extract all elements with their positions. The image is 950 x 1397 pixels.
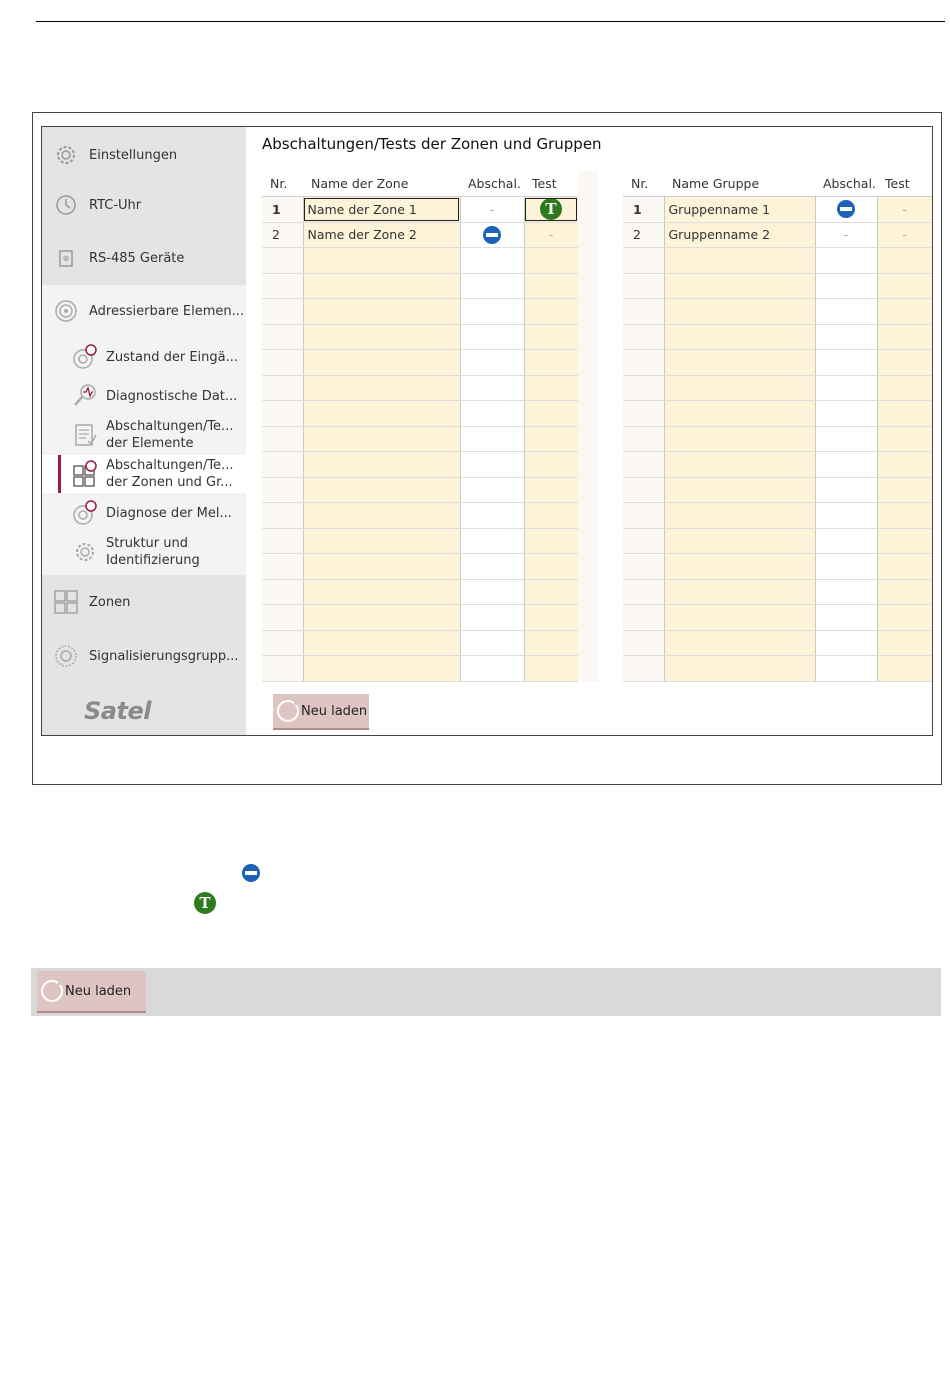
column-header-name[interactable]: Name der Zone — [303, 171, 460, 197]
empty-cell[interactable] — [623, 554, 664, 580]
empty-cell[interactable] — [460, 324, 524, 350]
empty-cell[interactable] — [303, 324, 460, 350]
empty-cell[interactable] — [815, 350, 877, 376]
cell-nr[interactable]: 1 — [262, 197, 303, 223]
table-row-empty[interactable] — [623, 375, 932, 401]
empty-cell[interactable] — [303, 554, 460, 580]
empty-cell[interactable] — [460, 630, 524, 656]
empty-cell[interactable] — [877, 656, 932, 682]
empty-cell[interactable] — [524, 273, 578, 299]
empty-cell[interactable] — [262, 401, 303, 427]
empty-cell[interactable] — [524, 452, 578, 478]
cell-bypass[interactable] — [815, 197, 877, 223]
table-row-empty[interactable] — [623, 477, 932, 503]
empty-cell[interactable] — [664, 350, 815, 376]
table-row-empty[interactable] — [262, 401, 578, 427]
empty-cell[interactable] — [815, 503, 877, 529]
empty-cell[interactable] — [877, 605, 932, 631]
reload-button[interactable] — [273, 694, 369, 730]
column-header-name[interactable]: Name Gruppe — [664, 171, 815, 197]
cell-bypass[interactable]: - — [815, 222, 877, 248]
empty-cell[interactable] — [524, 375, 578, 401]
page-title: Abschaltungen/Tests der Zonen und Gruppen — [262, 135, 602, 153]
empty-cell[interactable] — [877, 248, 932, 274]
empty-cell[interactable] — [664, 605, 815, 631]
empty-cell[interactable] — [664, 248, 815, 274]
bypass-icon — [242, 864, 260, 882]
table-row-empty[interactable] — [262, 452, 578, 478]
empty-cell[interactable] — [303, 579, 460, 605]
table-row-empty[interactable] — [262, 477, 578, 503]
cell-bypass[interactable] — [460, 222, 524, 248]
empty-cell[interactable] — [877, 426, 932, 452]
empty-cell[interactable] — [460, 426, 524, 452]
empty-cell[interactable] — [815, 324, 877, 350]
empty-cell[interactable] — [815, 554, 877, 580]
table-row-empty[interactable] — [623, 426, 932, 452]
reload-button-strip — [31, 968, 941, 1016]
empty-cell[interactable] — [877, 528, 932, 554]
test-icon: T — [194, 892, 216, 914]
empty-cell[interactable] — [623, 299, 664, 325]
empty-cell[interactable] — [877, 477, 932, 503]
table-header-row — [623, 171, 932, 197]
reload-icon — [41, 980, 63, 1002]
empty-cell[interactable] — [877, 350, 932, 376]
zones-grid-icon — [53, 589, 79, 615]
column-header-test[interactable]: Test — [524, 171, 578, 197]
addressable-elements-panel — [42, 285, 246, 575]
signaling-groups-icon — [53, 643, 79, 669]
gear-icon — [53, 142, 79, 168]
empty-cell[interactable] — [524, 605, 578, 631]
table-row-empty[interactable] — [262, 605, 578, 631]
sidebar-item-label: RS-485 Geräte — [89, 250, 185, 266]
sidebar-item-label: Adressierbare Elemen... — [89, 303, 245, 319]
empty-cell[interactable] — [815, 426, 877, 452]
empty-cell[interactable] — [815, 299, 877, 325]
empty-cell[interactable] — [262, 528, 303, 554]
bypass-icon — [837, 200, 855, 218]
cell-nr[interactable]: 2 — [623, 222, 664, 248]
empty-cell[interactable] — [262, 554, 303, 580]
cell-test[interactable] — [524, 197, 578, 223]
table-row-empty[interactable] — [262, 299, 578, 325]
sidebar-item-adressierbare-elemente[interactable] — [42, 291, 246, 331]
empty-cell[interactable] — [460, 452, 524, 478]
empty-cell[interactable] — [623, 656, 664, 682]
clock-icon — [53, 192, 79, 218]
empty-cell[interactable] — [460, 299, 524, 325]
cell-name[interactable]: Name der Zone 2 — [303, 222, 460, 248]
column-header-nr[interactable]: Nr. — [623, 171, 664, 197]
detector-diagnosis-icon — [71, 499, 99, 527]
cell-bypass[interactable]: - — [460, 197, 524, 223]
empty-cell[interactable] — [303, 528, 460, 554]
empty-cell[interactable] — [815, 248, 877, 274]
reload-button-label: Neu laden — [301, 703, 368, 719]
table-row-empty[interactable] — [262, 375, 578, 401]
empty-cell[interactable] — [303, 452, 460, 478]
empty-cell[interactable] — [303, 248, 460, 274]
empty-cell[interactable] — [460, 375, 524, 401]
empty-cell[interactable] — [460, 350, 524, 376]
sidebar — [42, 127, 246, 735]
empty-cell[interactable] — [877, 630, 932, 656]
page-top-rule — [36, 21, 945, 22]
sidebar-subitem-abschaltungen-zonen[interactable] — [42, 455, 246, 493]
table-row-empty[interactable] — [262, 656, 578, 682]
empty-cell[interactable] — [303, 350, 460, 376]
sidebar-subitem-label: Struktur und — [106, 536, 189, 551]
sidebar-item-label: Einstellungen — [89, 147, 178, 163]
empty-cell[interactable] — [877, 452, 932, 478]
empty-cell[interactable] — [877, 503, 932, 529]
zones-table — [262, 171, 579, 682]
table-row-empty[interactable] — [623, 324, 932, 350]
table-row-empty[interactable] — [623, 579, 932, 605]
empty-cell[interactable] — [524, 477, 578, 503]
table-header-row — [262, 171, 578, 197]
sidebar-subitem-label-line2: der Zonen und Gr... — [106, 475, 233, 490]
active-indicator — [58, 455, 61, 493]
empty-cell[interactable] — [524, 401, 578, 427]
sidebar-subitem-diagnose-melder[interactable] — [42, 496, 246, 530]
sidebar-subitem-diagnostische-daten[interactable] — [42, 378, 246, 414]
empty-cell[interactable] — [623, 503, 664, 529]
sidebar-subitem-label: Diagnostische Dat... — [106, 388, 238, 404]
empty-cell[interactable] — [664, 401, 815, 427]
cell-name[interactable]: Gruppenname 2 — [664, 222, 815, 248]
empty-cell[interactable] — [524, 248, 578, 274]
empty-cell[interactable] — [524, 630, 578, 656]
sidebar-item-einstellungen[interactable] — [42, 135, 246, 175]
cell-nr[interactable]: 2 — [262, 222, 303, 248]
empty-cell[interactable] — [664, 477, 815, 503]
empty-cell[interactable] — [524, 503, 578, 529]
empty-cell[interactable] — [262, 656, 303, 682]
empty-cell[interactable] — [815, 605, 877, 631]
empty-cell[interactable] — [262, 503, 303, 529]
table-row-empty[interactable] — [623, 630, 932, 656]
empty-cell[interactable] — [623, 426, 664, 452]
empty-cell[interactable] — [623, 350, 664, 376]
sidebar-item-label: RTC-Uhr — [89, 197, 142, 213]
empty-cell[interactable] — [524, 324, 578, 350]
sidebar-subitem-label: Zustand der Eingä... — [106, 349, 239, 365]
empty-cell[interactable] — [623, 324, 664, 350]
sidebar-subitem-struktur[interactable] — [42, 533, 246, 571]
empty-cell[interactable] — [815, 401, 877, 427]
empty-cell[interactable] — [303, 299, 460, 325]
empty-cell[interactable] — [877, 375, 932, 401]
empty-cell[interactable] — [460, 605, 524, 631]
empty-cell[interactable] — [460, 401, 524, 427]
sidebar-subitem-label: Diagnose der Mel... — [106, 505, 232, 521]
column-header-bypass[interactable]: Abschal. — [460, 171, 524, 197]
sidebar-subitem-zustand[interactable] — [42, 340, 246, 374]
empty-cell[interactable] — [664, 528, 815, 554]
empty-cell[interactable] — [877, 579, 932, 605]
table-row-empty[interactable] — [623, 656, 932, 682]
empty-cell[interactable] — [262, 605, 303, 631]
empty-cell[interactable] — [623, 528, 664, 554]
empty-cell[interactable] — [623, 630, 664, 656]
zones-groups-icon — [71, 460, 99, 488]
empty-cell[interactable] — [262, 299, 303, 325]
empty-cell[interactable] — [460, 656, 524, 682]
empty-cell[interactable] — [524, 528, 578, 554]
cell-test[interactable]: - — [877, 222, 932, 248]
empty-cell[interactable] — [303, 273, 460, 299]
empty-cell[interactable] — [460, 477, 524, 503]
empty-cell[interactable] — [623, 579, 664, 605]
empty-cell[interactable] — [664, 299, 815, 325]
sidebar-item-signalisierungsgruppen[interactable] — [42, 636, 246, 676]
cell-name[interactable]: Gruppenname 1 — [664, 197, 815, 223]
cell-name[interactable]: Name der Zone 1 — [303, 197, 460, 223]
empty-cell[interactable] — [460, 248, 524, 274]
empty-cell[interactable] — [623, 401, 664, 427]
empty-cell[interactable] — [262, 426, 303, 452]
sidebar-subitem-label-line2: der Elemente — [106, 436, 194, 451]
table-row-empty[interactable] — [623, 528, 932, 554]
empty-cell[interactable] — [664, 452, 815, 478]
table-row[interactable] — [262, 197, 578, 223]
column-header-test[interactable]: Test — [877, 171, 932, 197]
empty-cell[interactable] — [623, 477, 664, 503]
empty-cell[interactable] — [664, 273, 815, 299]
table-row-empty[interactable] — [623, 452, 932, 478]
empty-cell[interactable] — [815, 630, 877, 656]
table-row-empty[interactable] — [262, 248, 578, 274]
empty-cell[interactable] — [664, 426, 815, 452]
table-row-empty[interactable] — [623, 401, 932, 427]
diagnostic-data-icon — [71, 382, 99, 410]
empty-cell[interactable] — [815, 477, 877, 503]
sidebar-subitem-label-block — [106, 418, 233, 452]
reload-button-label: Neu laden — [65, 983, 132, 999]
sidebar-item-rs485[interactable] — [42, 238, 246, 278]
table-row-empty[interactable] — [623, 248, 932, 274]
table-row-empty[interactable] — [623, 299, 932, 325]
structure-gear-icon — [71, 538, 99, 566]
sidebar-subitem-label-block — [106, 457, 233, 491]
table-row-empty[interactable] — [262, 579, 578, 605]
empty-cell[interactable] — [303, 503, 460, 529]
column-header-nr[interactable]: Nr. — [262, 171, 303, 197]
empty-cell[interactable] — [815, 375, 877, 401]
sidebar-item-zonen[interactable] — [42, 582, 246, 622]
empty-cell[interactable] — [460, 528, 524, 554]
groups-table — [623, 171, 933, 682]
empty-cell[interactable] — [664, 630, 815, 656]
empty-cell[interactable] — [303, 401, 460, 427]
empty-cell[interactable] — [664, 656, 815, 682]
table-row-empty[interactable] — [623, 350, 932, 376]
empty-cell[interactable] — [664, 579, 815, 605]
table-row-empty[interactable] — [262, 528, 578, 554]
empty-cell[interactable] — [460, 554, 524, 580]
table-row-empty[interactable] — [262, 324, 578, 350]
table-gap — [578, 171, 598, 682]
table-row-empty[interactable] — [262, 503, 578, 529]
empty-cell[interactable] — [262, 375, 303, 401]
empty-cell[interactable] — [664, 375, 815, 401]
table-row-empty[interactable] — [262, 630, 578, 656]
empty-cell[interactable] — [623, 605, 664, 631]
empty-cell[interactable] — [262, 630, 303, 656]
bypass-icon — [483, 226, 501, 244]
empty-cell[interactable] — [460, 579, 524, 605]
sidebar-item-rtc-uhr[interactable] — [42, 185, 246, 225]
empty-cell[interactable] — [815, 273, 877, 299]
empty-cell[interactable] — [524, 656, 578, 682]
sidebar-subitem-label: Abschaltungen/Te... — [106, 458, 234, 473]
empty-cell[interactable] — [815, 579, 877, 605]
empty-cell[interactable] — [623, 273, 664, 299]
sidebar-item-label: Signalisierungsgrupp... — [89, 648, 239, 664]
input-state-icon — [71, 343, 99, 371]
satel-logo: Satel — [84, 697, 151, 725]
empty-cell[interactable] — [664, 554, 815, 580]
table-row-empty[interactable] — [262, 273, 578, 299]
cell-test[interactable]: - — [524, 222, 578, 248]
reload-icon — [277, 700, 299, 722]
empty-cell[interactable] — [524, 299, 578, 325]
sidebar-subitem-abschaltungen-elemente[interactable] — [42, 416, 246, 454]
empty-cell[interactable] — [623, 452, 664, 478]
column-header-bypass[interactable]: Abschal. — [815, 171, 877, 197]
empty-cell[interactable] — [664, 324, 815, 350]
empty-cell[interactable] — [877, 401, 932, 427]
empty-cell[interactable] — [262, 248, 303, 274]
empty-cell[interactable] — [524, 554, 578, 580]
sidebar-subitem-label: Abschaltungen/Te... — [106, 419, 234, 434]
empty-cell[interactable] — [262, 350, 303, 376]
empty-cell[interactable] — [815, 656, 877, 682]
empty-cell[interactable] — [524, 350, 578, 376]
table-row-empty[interactable] — [262, 426, 578, 452]
empty-cell[interactable] — [460, 503, 524, 529]
table-row-empty[interactable] — [623, 503, 932, 529]
table-row-empty[interactable] — [623, 554, 932, 580]
table-row-empty[interactable] — [623, 605, 932, 631]
element-checklist-icon — [71, 421, 99, 449]
table-row-empty[interactable] — [262, 554, 578, 580]
empty-cell[interactable] — [303, 477, 460, 503]
empty-cell[interactable] — [303, 375, 460, 401]
empty-cell[interactable] — [664, 503, 815, 529]
test-icon: T — [540, 198, 562, 220]
addressable-elements-icon — [53, 298, 79, 324]
reload-button[interactable] — [37, 971, 146, 1013]
empty-cell[interactable] — [303, 426, 460, 452]
empty-cell[interactable] — [262, 324, 303, 350]
cell-test[interactable]: - — [877, 197, 932, 223]
sidebar-item-label: Zonen — [89, 594, 131, 610]
table-row[interactable] — [623, 197, 932, 223]
table-row[interactable] — [623, 222, 932, 248]
sidebar-subitem-label-block — [106, 535, 200, 569]
empty-cell[interactable] — [877, 324, 932, 350]
empty-cell[interactable] — [303, 605, 460, 631]
table-row-empty[interactable] — [262, 350, 578, 376]
sidebar-subitem-label-line2: Identifizierung — [106, 553, 200, 568]
empty-cell[interactable] — [303, 656, 460, 682]
empty-cell[interactable] — [303, 630, 460, 656]
empty-cell[interactable] — [524, 426, 578, 452]
empty-cell[interactable] — [623, 248, 664, 274]
empty-cell[interactable] — [877, 299, 932, 325]
empty-cell[interactable] — [815, 452, 877, 478]
empty-cell[interactable] — [524, 579, 578, 605]
empty-cell[interactable] — [460, 273, 524, 299]
cell-nr[interactable]: 1 — [623, 197, 664, 223]
table-row[interactable] — [262, 222, 578, 248]
empty-cell[interactable] — [262, 579, 303, 605]
device-icon — [53, 245, 79, 271]
empty-cell[interactable] — [262, 273, 303, 299]
empty-cell[interactable] — [262, 452, 303, 478]
empty-cell[interactable] — [262, 477, 303, 503]
app-window — [41, 126, 933, 736]
empty-cell[interactable] — [877, 554, 932, 580]
empty-cell[interactable] — [877, 273, 932, 299]
empty-cell[interactable] — [623, 375, 664, 401]
table-row-empty[interactable] — [623, 273, 932, 299]
empty-cell[interactable] — [815, 528, 877, 554]
